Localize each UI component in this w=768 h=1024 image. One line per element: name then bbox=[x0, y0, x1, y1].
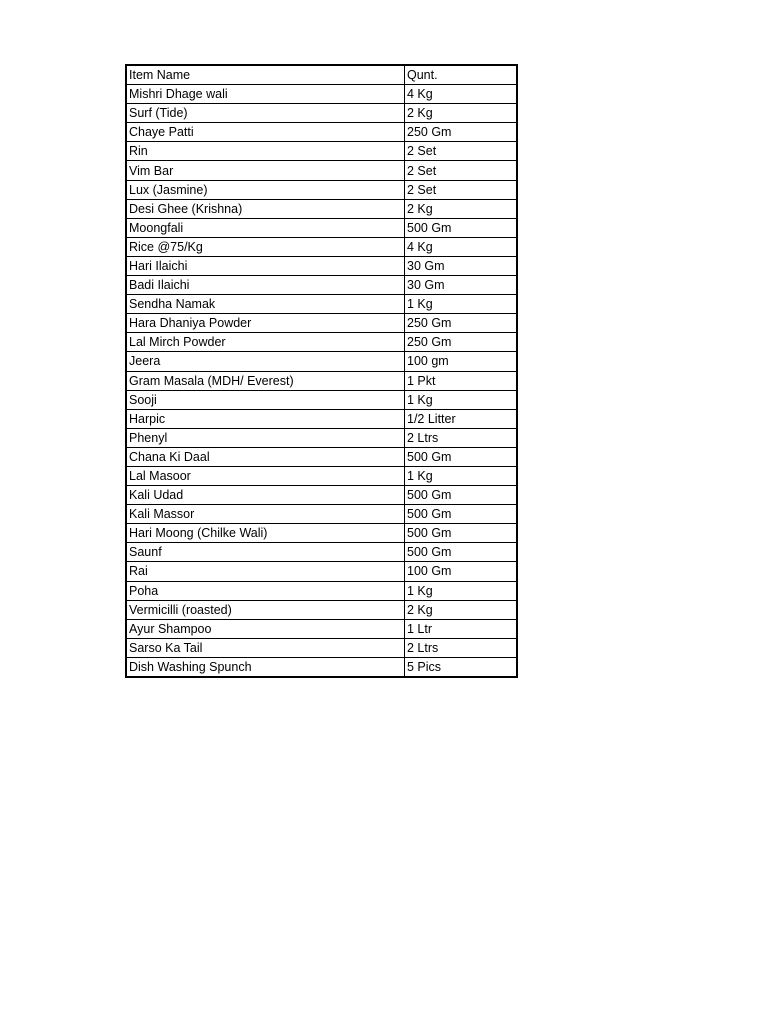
quantity-cell: 1 Pkt bbox=[405, 371, 517, 390]
table-row bbox=[127, 638, 517, 657]
item-name-cell: Lal Masoor bbox=[127, 466, 405, 485]
item-name-cell: Saunf bbox=[127, 543, 405, 562]
item-name-cell: Kali Udad bbox=[127, 486, 405, 505]
quantity-cell: 250 Gm bbox=[405, 333, 517, 352]
table-row bbox=[127, 657, 517, 676]
table-header-row bbox=[127, 66, 517, 85]
item-name-cell: Mishri Dhage wali bbox=[127, 85, 405, 104]
quantity-cell: 30 Gm bbox=[405, 276, 517, 295]
quantity-cell: 100 Gm bbox=[405, 562, 517, 581]
item-name-cell: Dish Washing Spunch bbox=[127, 657, 405, 676]
quantity-cell: 1 Kg bbox=[405, 295, 517, 314]
table-body bbox=[127, 85, 517, 677]
item-name-cell: Kali Massor bbox=[127, 505, 405, 524]
quantity-cell: 4 Kg bbox=[405, 85, 517, 104]
item-name-cell: Sooji bbox=[127, 390, 405, 409]
table-row bbox=[127, 180, 517, 199]
table-row bbox=[127, 237, 517, 256]
table-row bbox=[127, 295, 517, 314]
table-row bbox=[127, 276, 517, 295]
item-name-cell: Poha bbox=[127, 581, 405, 600]
quantity-cell: 500 Gm bbox=[405, 505, 517, 524]
item-name-cell: Desi Ghee (Krishna) bbox=[127, 199, 405, 218]
quantity-cell: 500 Gm bbox=[405, 218, 517, 237]
table-row bbox=[127, 428, 517, 447]
header-quantity: Qunt. bbox=[405, 66, 517, 85]
item-name-cell: Rai bbox=[127, 562, 405, 581]
quantity-cell: 500 Gm bbox=[405, 524, 517, 543]
quantity-cell: 500 Gm bbox=[405, 447, 517, 466]
quantity-cell: 100 gm bbox=[405, 352, 517, 371]
quantity-cell: 2 Kg bbox=[405, 104, 517, 123]
item-name-cell: Sarso Ka Tail bbox=[127, 638, 405, 657]
table-row bbox=[127, 142, 517, 161]
item-name-cell: Rice @75/Kg bbox=[127, 237, 405, 256]
quantity-cell: 250 Gm bbox=[405, 314, 517, 333]
table-row bbox=[127, 409, 517, 428]
table-row bbox=[127, 619, 517, 638]
table-row bbox=[127, 256, 517, 275]
table-row bbox=[127, 505, 517, 524]
quantity-cell: 2 Set bbox=[405, 142, 517, 161]
table-row bbox=[127, 543, 517, 562]
table-row bbox=[127, 447, 517, 466]
item-name-cell: Jeera bbox=[127, 352, 405, 371]
table-row bbox=[127, 218, 517, 237]
item-name-cell: Lal Mirch Powder bbox=[127, 333, 405, 352]
quantity-cell: 1/2 Litter bbox=[405, 409, 517, 428]
table-row bbox=[127, 333, 517, 352]
table-row bbox=[127, 390, 517, 409]
quantity-cell: 2 Ltrs bbox=[405, 638, 517, 657]
item-name-cell: Vim Bar bbox=[127, 161, 405, 180]
table-row bbox=[127, 581, 517, 600]
quantity-cell: 250 Gm bbox=[405, 123, 517, 142]
table-row bbox=[127, 104, 517, 123]
item-name-cell: Moongfali bbox=[127, 218, 405, 237]
quantity-cell: 5 Pics bbox=[405, 657, 517, 676]
item-name-cell: Chana Ki Daal bbox=[127, 447, 405, 466]
item-name-cell: Hari Ilaichi bbox=[127, 256, 405, 275]
quantity-cell: 4 Kg bbox=[405, 237, 517, 256]
grocery-list-table bbox=[126, 65, 517, 677]
table-row bbox=[127, 199, 517, 218]
item-name-cell: Sendha Namak bbox=[127, 295, 405, 314]
item-name-cell: Vermicilli (roasted) bbox=[127, 600, 405, 619]
quantity-cell: 1 Kg bbox=[405, 581, 517, 600]
table-row bbox=[127, 524, 517, 543]
quantity-cell: 500 Gm bbox=[405, 543, 517, 562]
quantity-cell: 2 Set bbox=[405, 180, 517, 199]
table-row bbox=[127, 486, 517, 505]
quantity-cell: 30 Gm bbox=[405, 256, 517, 275]
quantity-cell: 1 Ltr bbox=[405, 619, 517, 638]
item-name-cell: Rin bbox=[127, 142, 405, 161]
item-name-cell: Chaye Patti bbox=[127, 123, 405, 142]
quantity-cell: 2 Kg bbox=[405, 600, 517, 619]
quantity-cell: 2 Ltrs bbox=[405, 428, 517, 447]
item-name-cell: Surf (Tide) bbox=[127, 104, 405, 123]
item-name-cell: Lux (Jasmine) bbox=[127, 180, 405, 199]
table-row bbox=[127, 371, 517, 390]
item-name-cell: Ayur Shampoo bbox=[127, 619, 405, 638]
item-name-cell: Harpic bbox=[127, 409, 405, 428]
quantity-cell: 1 Kg bbox=[405, 390, 517, 409]
table-row bbox=[127, 123, 517, 142]
item-name-cell: Hari Moong (Chilke Wali) bbox=[127, 524, 405, 543]
table-row bbox=[127, 562, 517, 581]
table-row bbox=[127, 466, 517, 485]
item-name-cell: Badi Ilaichi bbox=[127, 276, 405, 295]
table-row bbox=[127, 600, 517, 619]
quantity-cell: 2 Kg bbox=[405, 199, 517, 218]
quantity-cell: 2 Set bbox=[405, 161, 517, 180]
table-row bbox=[127, 352, 517, 371]
item-name-cell: Phenyl bbox=[127, 428, 405, 447]
quantity-cell: 500 Gm bbox=[405, 486, 517, 505]
table-row bbox=[127, 314, 517, 333]
item-name-cell: Gram Masala (MDH/ Everest) bbox=[127, 371, 405, 390]
quantity-cell: 1 Kg bbox=[405, 466, 517, 485]
header-item-name: Item Name bbox=[127, 66, 405, 85]
item-name-cell: Hara Dhaniya Powder bbox=[127, 314, 405, 333]
table-row bbox=[127, 161, 517, 180]
table-row bbox=[127, 85, 517, 104]
